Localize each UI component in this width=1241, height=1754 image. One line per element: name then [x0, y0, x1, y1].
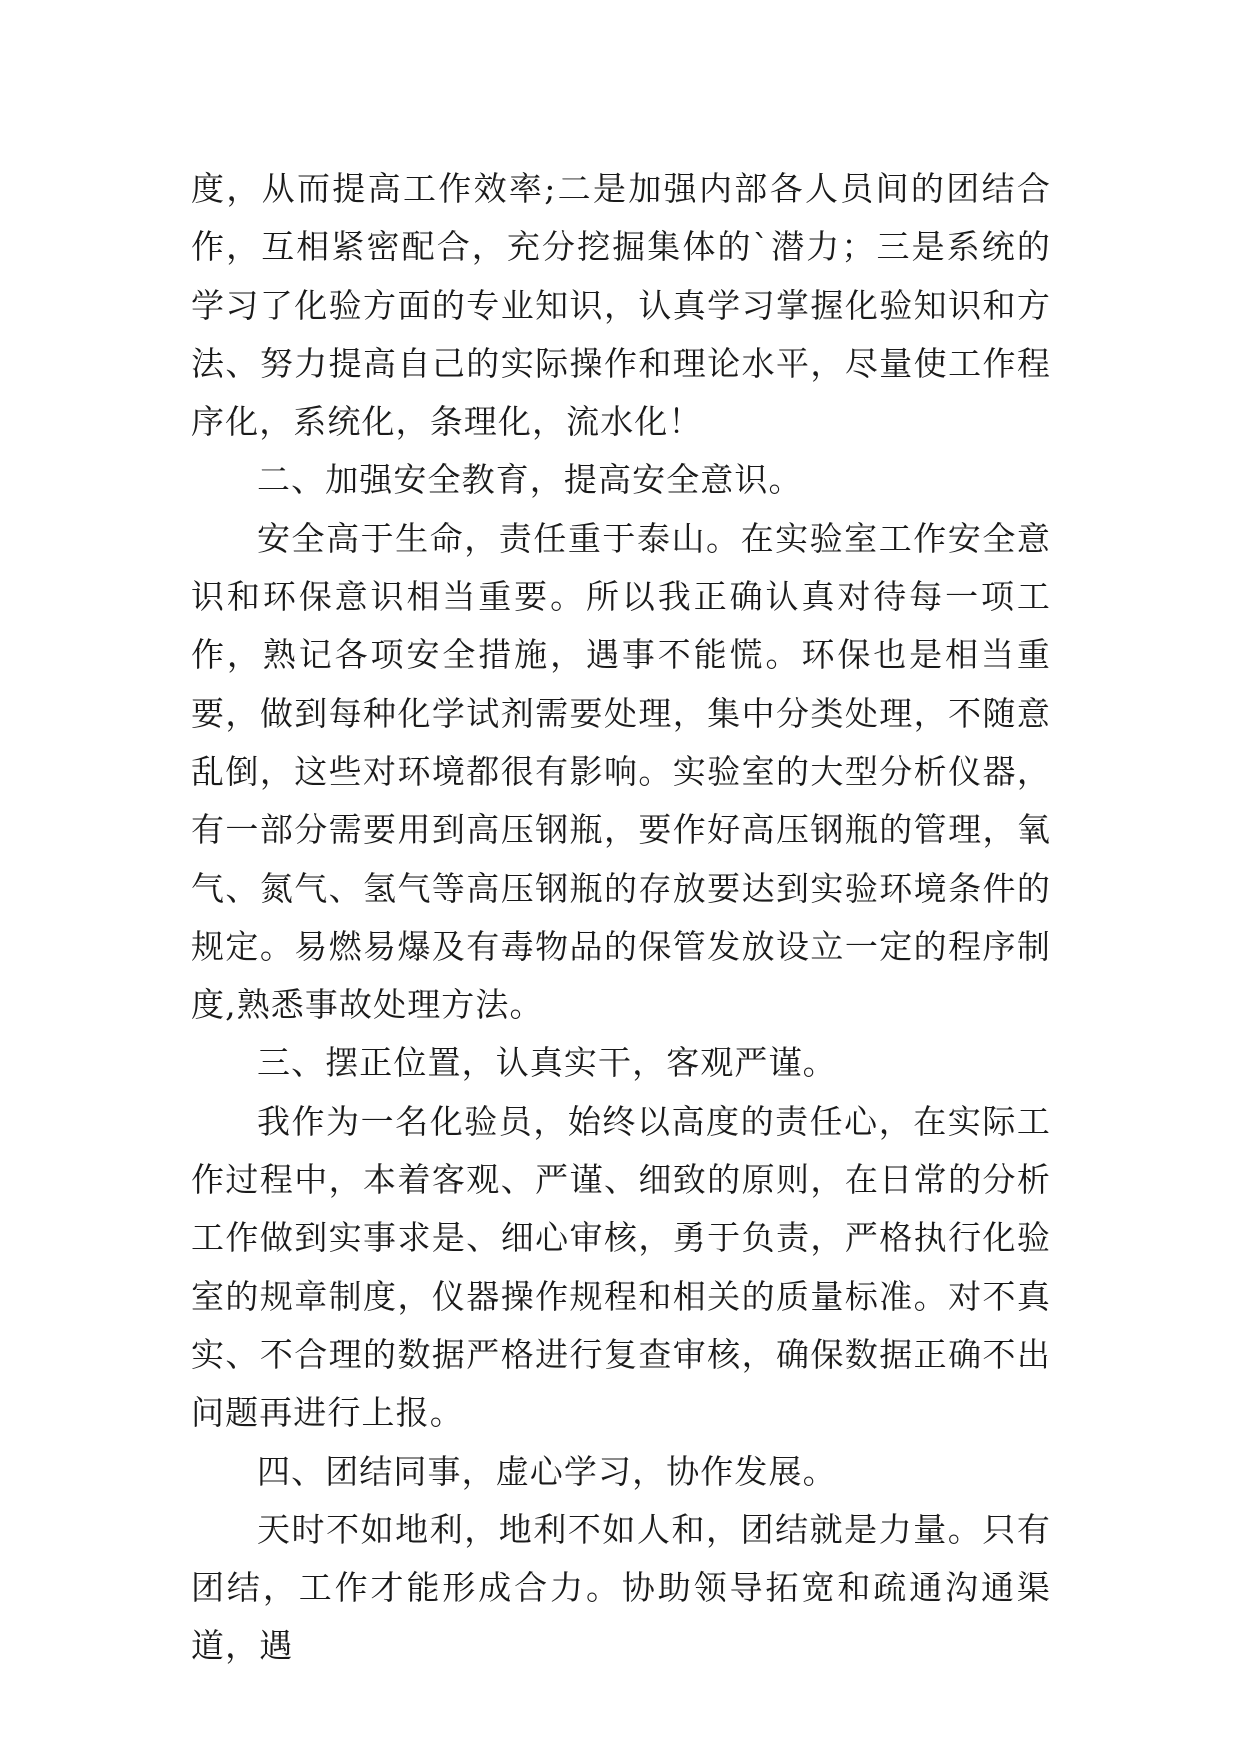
paragraph-safety: 安全高于生命，责任重于泰山。在实验室工作安全意识和环保意识相当重要。所以我正确认真对待每一项工作，熟记各项安全措施，遇事不能慌。环保也是相当重要，做到每种化学试剂需要处理，集中分类处理，不随意乱倒，这些对环境都很有影响。实验室的大型分析仪器，有一部分需要用到高压钢瓶，要作好高压钢瓶的管理，氧气、氮气、氢气等高压钢瓶的存放要达到实验环境条件的规定。易燃易爆及有毒物品的保管发放设立一定的程序制度,熟悉事故处理方法。 — [191, 518, 1051, 1025]
section-heading-three: 三、摆正位置，认真实干，客观严谨。 — [257, 1043, 837, 1083]
paragraph-position: 我作为一名化验员，始终以高度的责任心，在实际工作过程中，本着客观、严谨、细致的原则，在日常的分析工作做到实事求是、细心审核，勇于负责，严格执行化验室的规章制度，仪器操作规程和相关的质量标准。对不真实、不合理的数据严格进行复查审核，确保数据正确不出问题再进行上报。 — [191, 1101, 1051, 1433]
section-heading-two: 二、加强安全教育，提高安全意识。 — [257, 460, 803, 500]
document-body — [191, 160, 1051, 1676]
section-heading-four: 四、团结同事，虚心学习，协作发展。 — [257, 1451, 837, 1491]
paragraph-continued: 度，从而提高工作效率;二是加强内部各人员间的团结合作，互相紧密配合，充分挖掘集体的`潜力；三是系统的学习了化验方面的专业知识，认真学习掌握化验知识和方法、努力提高自己的实际操作和理论水平，尽量使工作程序化，系统化，条理化，流水化！ — [191, 169, 1051, 442]
paragraph-unity: 天时不如地利，地利不如人和，团结就是力量。只有团结，工作才能形成合力。协助领导拓宽和疏通沟通渠道，遇 — [191, 1509, 1051, 1666]
